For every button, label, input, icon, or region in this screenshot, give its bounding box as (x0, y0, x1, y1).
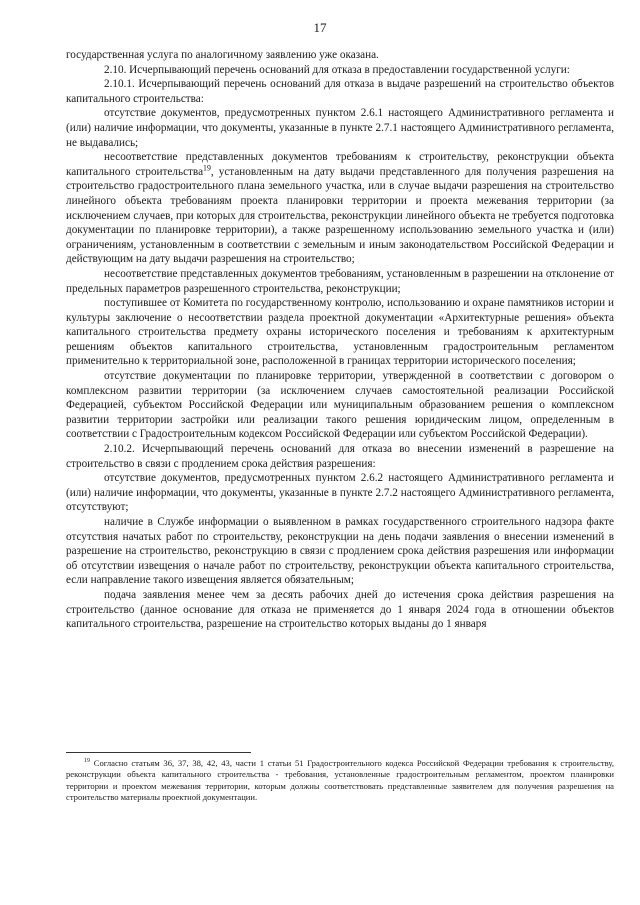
footnote-text: Согласно статьям 36, 37, 38, 42, 43, части 1 статьи 51 Градостроительного кодекса Российской Федерации требования к строительству, реконструкции объекта капитального строительства - требования, установленные градостроительным регламентом, проектом планировки территории и проектом межевания территории, которым должны соответствовать представленные заявителем для получения разрешения на строительство материалы проектной документации. (66, 758, 614, 803)
footnote (66, 758, 614, 804)
footnote-reference: 19 (203, 163, 211, 173)
paragraph: наличие в Службе информации о выявленном в рамках государственного строительного надзора факте отсутствия начатых работ по строительству, реконструкции на день подачи заявления о внесении изменений в разрешение на строительство, реконструкцию в связи с продлением срока действия разрешения или информации об отсутствии извещения о начале работ по строительству, реконструкции объекта капитального строительства, если направление такого извещения является обязательным; (66, 516, 614, 587)
section-heading: 2.10. Исчерпывающий перечень оснований для отказа в предоставлении государственной услуги: (104, 63, 570, 76)
document-body (66, 48, 614, 632)
page-number: 17 (313, 20, 327, 35)
paragraph: несоответствие представленных документов требованиям, установленным в разрешении на отклонение от предельных параметров разрешенного строительства, реконструкции; (66, 267, 614, 295)
subsection-heading: 2.10.2. Исчерпывающий перечень оснований для отказа во внесении изменений в разрешение на строительство в связи с продлением срока действия разрешения: (66, 443, 614, 470)
paragraph: отсутствие документации по планировке территории, утвержденной в соответствии с договором о комплексном развитии территории (за исключением случаев самостоятельной реализации Российской Федерацией, субъектом Российской Федерации или муниципальным образованием решения о комплексном развитии территории застройки или реализации такого решения юридическим лицом, определенным в соответствии с Градостроительным кодексом Российской Федерации или субъектом Российской Федерации). (66, 370, 614, 441)
paragraph: отсутствие документов, предусмотренных пунктом 2.6.2 настоящего Административного регламента и (или) наличие информации, что документы, указанные в пункте 2.7.2 настоящего Административного регламента, отсутствуют; (66, 472, 614, 514)
paragraph-with-footnote (66, 150, 614, 267)
footnote-separator (66, 752, 251, 753)
paragraph: подача заявления менее чем за десять рабочих дней до истечения срока действия разрешения на строительство (данное основание для отказа не применяется до 1 января 2024 года в отношении объектов капитального строительства, разрешение на строительство которых выданы до 1 января (66, 588, 614, 631)
subsection-heading: 2.10.1. Исчерпывающий перечень оснований для отказа в выдаче разрешений на строительство объектов капитального строительства: (66, 78, 614, 105)
paragraph: отсутствие документов, предусмотренных пунктом 2.6.1 настоящего Административного регламента и (или) наличие информации, что документы, указанные в пункте 2.7.1 настоящего Административного регламента, не выдавались; (66, 107, 614, 149)
paragraph: государственная услуга по аналогичному заявлению уже оказана. (66, 49, 379, 61)
paragraph-text-part: , установленным на дату выдачи представленного для получения разрешения на строительство градостроительного плана земельного участка, или в случае выдачи разрешения на строительство линейного объекта требованиям проекта планировки территории и проекта межевания территории (за исключением случаев, при которых для строительства, реконструкции линейного объекта не требуется подготовка документации по планировке территории), а также разрешенному использованию земельного участка и (или) ограничениям, установленным в соответствии с земельным и иным законодательством Российской Федерации и действующим на дату выдачи разрешения на строительство; (66, 165, 614, 266)
footnote-marker: 19 (84, 758, 91, 765)
paragraph: поступившее от Комитета по государственному контролю, использованию и охране памятников истории и культуры заключение о несоответствии раздела проектной документации «Архитектурные решения» объекта капитального строительства предмету охраны исторического поселения и требованиям к архитектурным решениям объектов капитального строительства, установленным градостроительным регламентом применительно к территориальной зоне, расположенной в границах территории исторического поселения; (66, 297, 614, 368)
paragraph-text-part: несоответствие представленных документов требованиям к строительству, реконструкции объекта капитального строительства (66, 151, 614, 178)
